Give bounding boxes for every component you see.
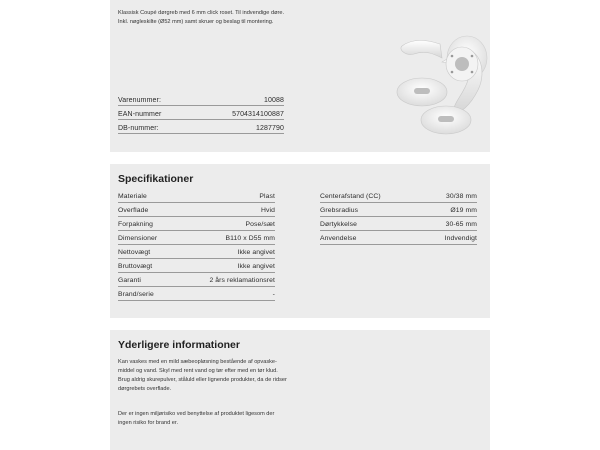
id-value: 10088 [264,96,284,104]
spec-label: Dørtykkelse [320,221,357,228]
spec-row-centerafstand [320,189,477,203]
spec-value: Hvid [261,207,275,214]
spec-label: Centerafstand (CC) [320,193,381,200]
spec-value: - [272,291,275,298]
spec-row-bruttovaegt [118,259,275,273]
spec-label: Materiale [118,193,147,200]
spec-value: B110 x D55 mm [225,235,275,242]
spec-value: 2 års reklamationsret [209,277,275,284]
spec-value: Indvendigt [444,235,477,242]
id-row-ean [118,107,284,120]
spec-label: Grebsradius [320,207,359,214]
spec-label: Overflade [118,207,149,214]
specifications-title: Specifikationer [118,173,194,185]
spec-value: Plast [259,193,275,200]
spec-row-dimensioner [118,231,275,245]
spec-value: 30/38 mm [445,193,477,200]
spec-label: Garanti [118,277,141,284]
id-label: EAN-nummer [118,110,162,118]
spec-value: Ikke angivet [237,263,275,270]
product-card [110,0,490,152]
spec-row-overflade [118,203,275,217]
spec-label: Bruttovægt [118,263,153,270]
id-row-varenummer [118,93,284,106]
spec-label: Nettovægt [118,249,151,256]
spec-row-brand [118,287,275,301]
spec-row-grebsradius [320,203,477,217]
care-paragraph: Kan vaskes med en mild sæbeopløsning bestående af opvaske-middel og vand. Skyl med rent vand og tør efter med en tør klud. Brug aldrig skurepulver, ståluld eller lignende produkter, da de ridser dørgrebets overflade. [118,359,287,392]
spec-value: Pose/sæt [245,221,275,228]
spec-label: Brand/serie [118,291,154,298]
product-description: Klassisk Coupé dørgreb med 6 mm click roset. Til indvendige døre. Inkl. nøgleskilte (Ø52 mm) samt skruer og beslag til montering. [118,10,285,25]
door-handle-image [282,8,488,144]
id-value: 1287790 [256,124,284,132]
spec-value: Ikke angivet [237,249,275,256]
id-row-db [118,121,284,134]
id-value: 5704314100887 [232,110,284,118]
spec-value: Ø19 mm [450,207,477,214]
id-label: Varenummer: [118,96,161,104]
spec-label: Forpakning [118,221,154,228]
additional-info-card [110,330,490,450]
spec-label: Dimensioner [118,235,158,242]
additional-info-title: Yderligere informationer [118,339,240,351]
spec-row-doertykkelse [320,217,477,231]
spec-row-forpakning [118,217,275,231]
spec-row-materiale [118,189,275,203]
spec-row-nettovaegt [118,245,275,259]
spec-value: 30-65 mm [445,221,477,228]
specifications-card [110,164,490,318]
spec-row-garanti [118,273,275,287]
spec-row-anvendelse [320,231,477,245]
id-label: DB-nummer: [118,124,159,132]
environment-paragraph: Der er ingen miljørisiko ved benyttelse af produktet ligesom der ingen risiko for brand er. [118,411,275,426]
spec-label: Anvendelse [320,235,357,242]
